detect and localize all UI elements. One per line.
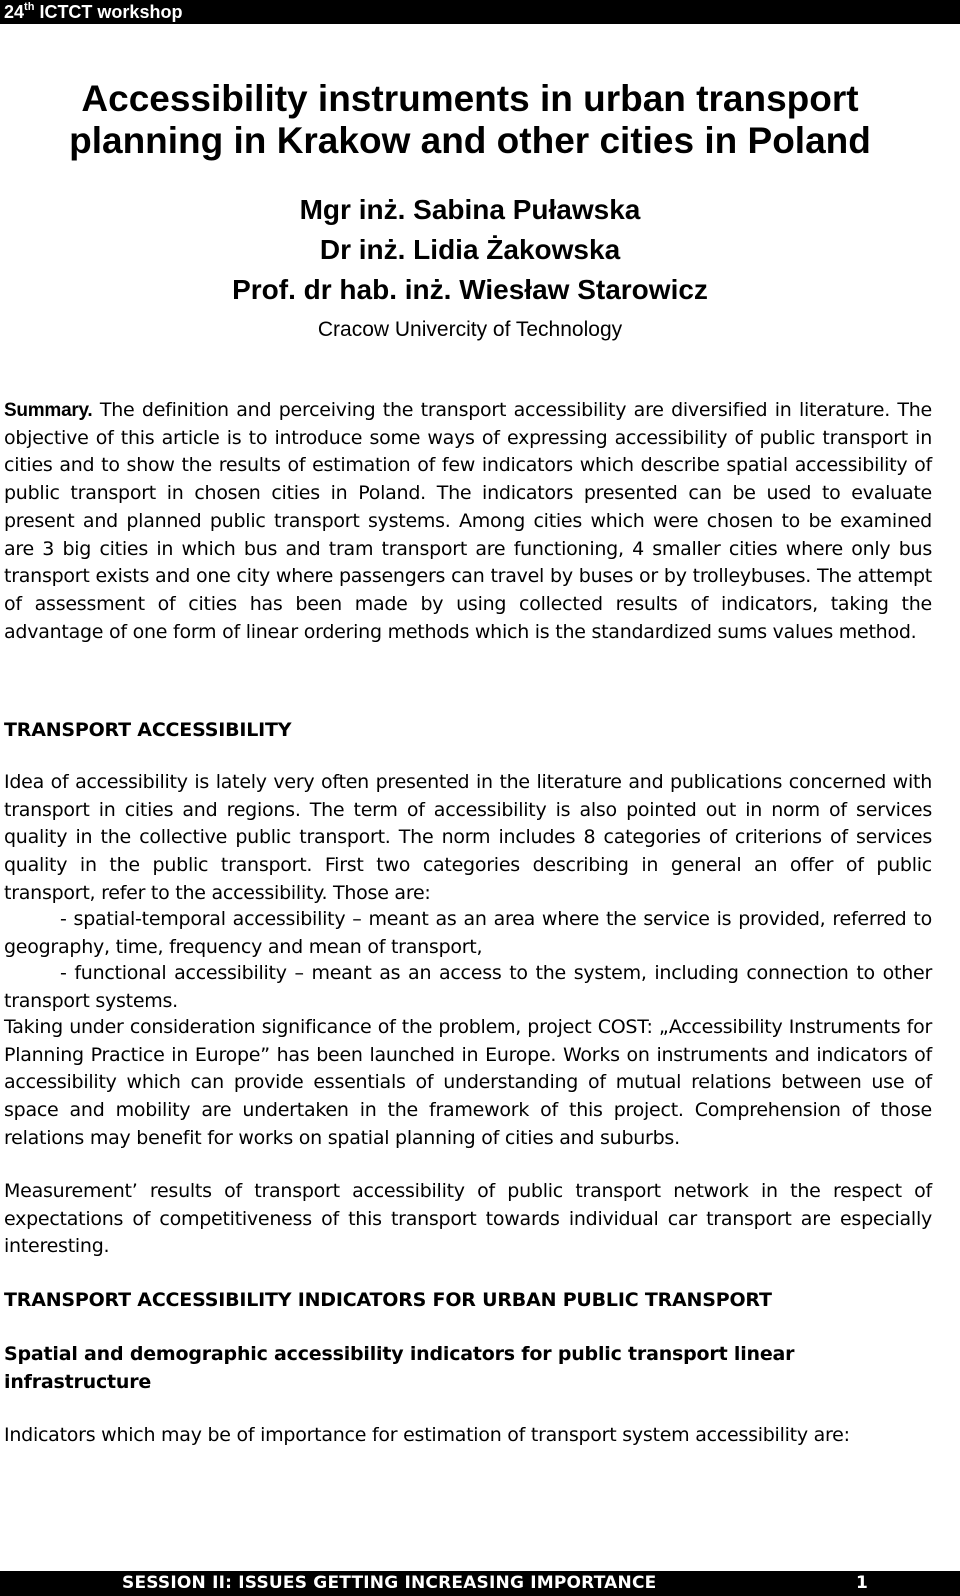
section1-paragraph-2: Taking under consideration significance of the problem, project COST: „Accessibility Instruments for Planning Practice in Europe” has been launched in Europe. Works on instruments and indicators of accessibility which can provide essentials of understanding of mutual relations between use of space and mobility are undertaken in the framework of this project. Comprehension of those relations may benefit for works on spatial planning of cities and suburbs. <box>4 1016 932 1149</box>
footer-bar <box>0 1571 960 1596</box>
subsection-heading-spatial: Spatial and demographic accessibility indicators for public transport linear infrastructure <box>4 1343 795 1393</box>
author-3: Prof. dr hab. inż. Wiesław Starowicz <box>232 274 708 305</box>
section2-paragraph-1: Indicators which may be of importance for estimation of transport system accessibility are: <box>4 1424 850 1446</box>
summary-paragraph <box>4 397 932 646</box>
section1-paragraph-1: Idea of accessibility is lately very often presented in the literature and publications concerned with transport in cities and regions. The term of accessibility is also pointed out in norm of services quality in the collective public transport. The norm includes 8 categories of criterions of services quality in the public transport. First two categories describing in general an offer of public transport, refer to the accessibility. Those are: <box>4 771 932 904</box>
list-item-functional: - functional accessibility – meant as an access to the system, including connection to other transport systems. <box>4 962 932 1012</box>
session-title: SESSION II: ISSUES GETTING INCREASING IMPORTANCE <box>122 1573 657 1593</box>
affiliation: Cracow Univercity of Technology <box>317 318 623 341</box>
summary-label: Summary. <box>4 400 93 421</box>
page-number: 1 <box>856 1573 868 1593</box>
section1-paragraph-3: Measurement’ results of transport accessibility of public transport network in the respect of expectations of competitiveness of this transport towards individual car transport are especially interesting. <box>4 1180 932 1258</box>
workshop-name: ICTCT workshop <box>39 2 183 22</box>
workshop-superscript: th <box>24 1 35 13</box>
summary-text: The definition and perceiving the transport accessibility are diversified in literature. The objective of this article is to introduce some ways of expressing accessibility of public transport in cities and to show the results of estimation of few indicators which describe spatial accessibility of public transport in chosen cities in Poland. The indicators presented can be used to evaluate present and planned public transport systems. Among cities which were chosen to be examined are 3 big cities in which bus and tram transport are functioning, 4 smaller cities where only bus transport exists and one city where passengers can travel by buses or by trolleybuses. The attempt of assessment of cities has been made by using collected results of indicators, taking the advantage of one form of linear ordering methods which is the standardized sums values method. <box>4 399 932 643</box>
workshop-number: 24 <box>4 2 25 22</box>
list-item-spatial-temporal: - spatial-temporal accessibility – meant as an area where the service is provided, referred to geography, time, frequency and mean of transport, <box>4 908 932 958</box>
author-2: Dr inż. Lidia Żakowska <box>319 234 621 265</box>
section-heading-indicators: TRANSPORT ACCESSIBILITY INDICATORS FOR URBAN PUBLIC TRANSPORT <box>4 1289 772 1311</box>
section-heading-transport-accessibility: TRANSPORT ACCESSIBILITY <box>4 719 292 741</box>
header-bar <box>0 0 960 24</box>
title-line-1: Accessibility instruments in urban transport <box>81 78 859 119</box>
title-line-2: planning in Krakow and other cities in Poland <box>69 120 871 161</box>
author-1: Mgr inż. Sabina Puławska <box>299 194 641 225</box>
paper-title <box>0 78 940 162</box>
